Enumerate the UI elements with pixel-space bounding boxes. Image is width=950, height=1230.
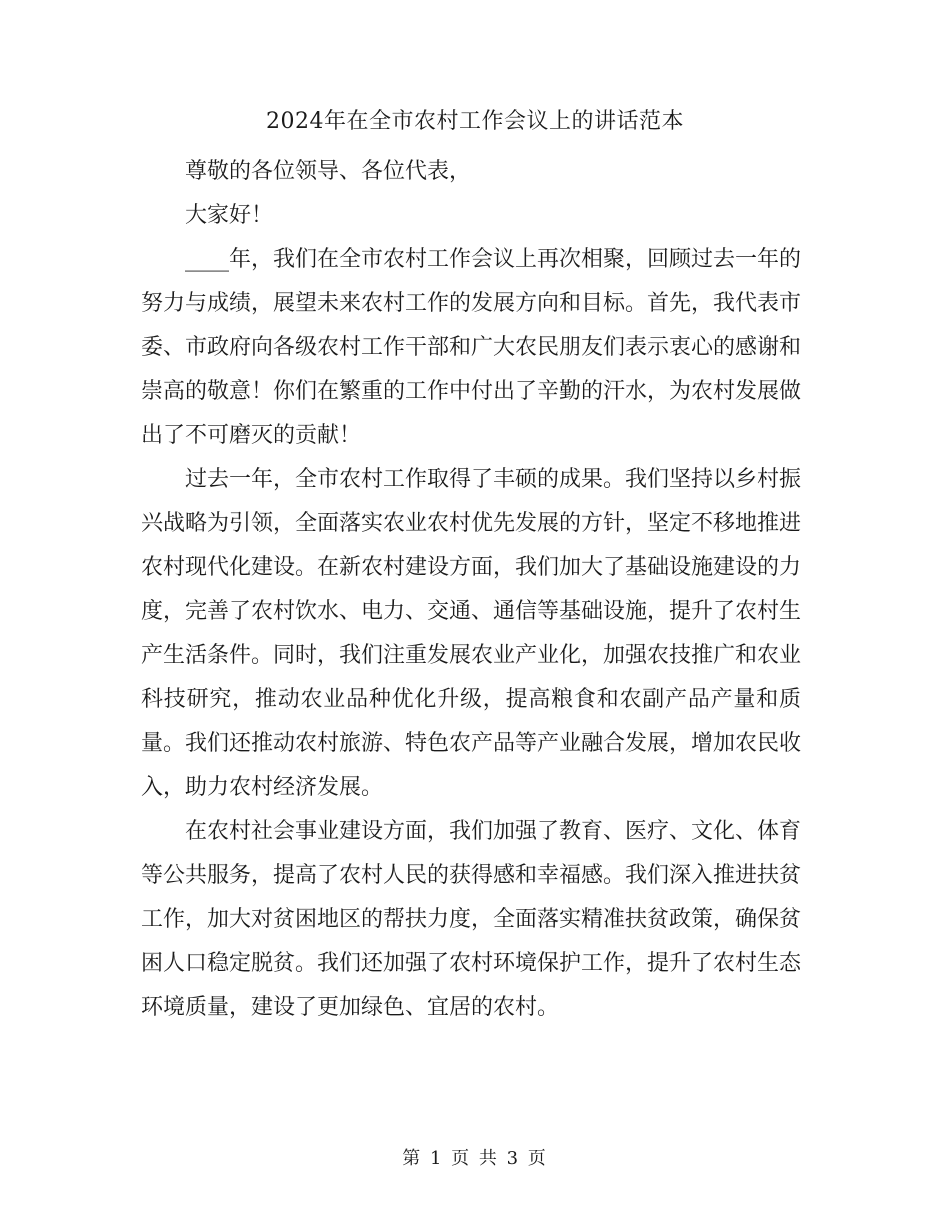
body-paragraph: 过去一年，全市农村工作取得了丰硕的成果。我们坚持以乡村振兴战略为引领，全面落实农业农村优先发展的方针，坚定不移地推进农村现代化建设。在新农村建设方面，我们加大了基础设施建设的力度，完善了农村饮水、电力、交通、通信等基础设施，提升了农村生产生活条件。同时，我们注重发展农业产业化，加强农技推广和农业科技研究，推动农业品种优化升级，提高粮食和农副产品产量和质量。我们还推动农村旅游、特色农产品等产业融合发展，增加农民收入，助力农村经济发展。 [141, 467, 802, 800]
document-body [141, 150, 801, 1030]
document-title: 2024年在全市农村工作会议上的讲话范本 [266, 109, 684, 134]
greeting-paragraph: 大家好！ [185, 203, 274, 228]
body-paragraph: 在农村社会事业建设方面，我们加强了教育、医疗、文化、体育等公共服务，提高了农村人民的获得感和幸福感。我们深入推进扶贫工作，加大对贫困地区的帮扶力度，全面落实精准扶贫政策，确保贫困人口稳定脱贫。我们还加强了农村环境保护工作，提升了农村生态环境质量，建设了更加绿色、宜居的农村。 [141, 819, 802, 1020]
body-paragraph: ____年，我们在全市农村工作会议上再次相聚，回顾过去一年的努力与成绩，展望未来农村工作的发展方向和目标。首先，我代表市委、市政府向各级农村工作干部和广大农民朋友们表示衷心的感谢和崇高的敬意！你们在繁重的工作中付出了辛勤的汗水，为农村发展做出了不可磨灭的贡献！ [141, 247, 802, 448]
salutation-paragraph: 尊敬的各位领导、各位代表， [185, 159, 472, 184]
page-number-footer: 第 1 页 共 3 页 [402, 1148, 548, 1169]
